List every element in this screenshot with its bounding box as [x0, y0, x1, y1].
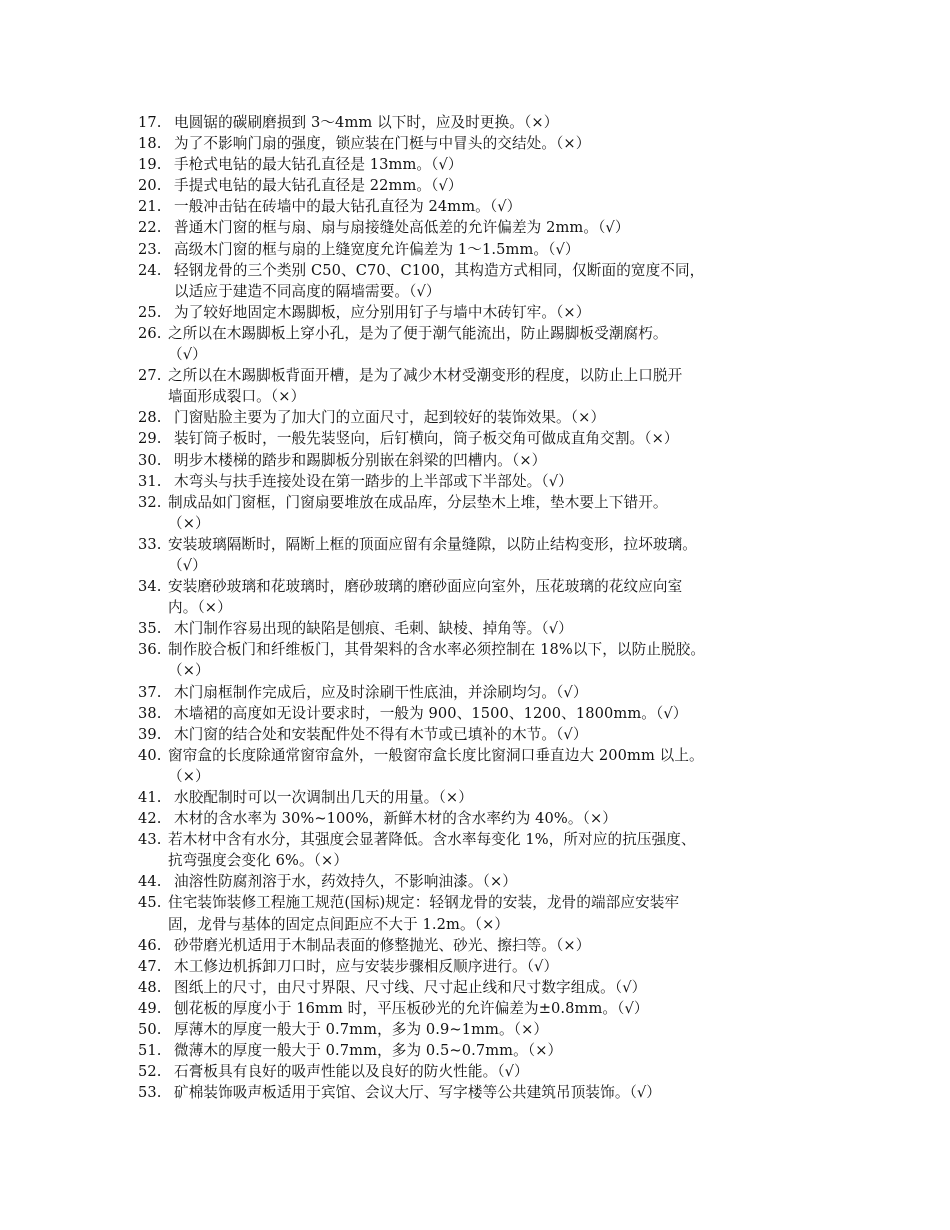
question-item — [138, 407, 818, 428]
question-item — [138, 217, 818, 238]
question-text-line: 一般冲击钻在砖墙中的最大钻孔直径为 24mm。（√） — [174, 198, 522, 216]
question-item — [138, 808, 818, 829]
question-text — [174, 1040, 818, 1061]
question-number: 20. — [138, 177, 162, 195]
question-number: 41. — [138, 789, 162, 806]
question-text-line: 木墙裙的高度如无设计要求时，一般为 900、1500、1200、1800mm。（√） — [174, 704, 688, 722]
question-number: 43. — [138, 831, 162, 849]
question-item — [138, 112, 818, 133]
question-item — [138, 639, 818, 681]
question-number: 37. — [138, 683, 162, 701]
question-text — [168, 745, 818, 787]
question-item — [138, 323, 818, 365]
question-item — [138, 1061, 818, 1082]
question-text — [174, 407, 818, 428]
question-item — [138, 492, 818, 534]
question-text-line: 为了不影响门扇的强度，锁应装在门梃与中冒头的交结处。（×） — [174, 135, 591, 153]
question-number: 40. — [138, 746, 162, 764]
question-text — [174, 450, 818, 471]
question-item — [138, 745, 818, 787]
question-number: 35. — [138, 620, 162, 638]
question-text — [174, 977, 818, 998]
question-item — [138, 724, 818, 745]
question-text-line: 制作胶合板门和纤维板门，其骨架料的含水率必须控制在 18%以下，以防止脱胶。 — [168, 641, 706, 659]
question-number: 42. — [138, 810, 162, 828]
question-item — [138, 871, 818, 892]
question-item — [138, 935, 818, 956]
question-text-line: 之所以在木踢脚板上穿小孔，是为了便于潮气能流出，防止踢脚板受潮腐朽。 — [168, 324, 668, 342]
question-number: 18. — [138, 135, 162, 153]
question-number: 19. — [138, 156, 162, 174]
question-text — [174, 154, 818, 175]
question-text — [168, 492, 818, 534]
question-text — [174, 1061, 818, 1082]
question-text — [174, 724, 818, 745]
question-text-line: 木门窗的结合处和安装配件处不得有木节或已填补的木节。（√） — [174, 725, 588, 743]
question-item — [138, 1082, 818, 1103]
question-text-line: 砂带磨光机适用于木制品表面的修整抛光、砂光、擦扫等。（×） — [174, 936, 591, 954]
question-text — [174, 217, 818, 238]
question-text-line: 装钉筒子板时，一般先装竖向，后钉横向，筒子板交角可做成直角交割。（×） — [174, 430, 679, 448]
question-number: 21. — [138, 198, 162, 216]
question-text — [168, 639, 818, 681]
question-item — [138, 471, 818, 492]
question-text-line: 高级木门窗的框与扇的上缝宽度允许偏差为 1～1.5mm。（√） — [174, 240, 580, 258]
question-text — [174, 260, 818, 302]
question-number: 53. — [138, 1084, 162, 1102]
question-text-line: 抗弯强度会变化 6%。（×） — [168, 852, 349, 870]
question-text — [174, 1082, 818, 1103]
question-text-line: 木门制作容易出现的缺陷是刨痕、毛刺、缺棱、掉角等。（√） — [174, 620, 573, 638]
question-number: 17. — [138, 114, 162, 131]
question-text — [168, 892, 818, 934]
question-text-line: 若木材中含有水分，其强度会显著降低。含水率每变化 1%，所对应的抗压强度、 — [168, 831, 696, 849]
question-item — [138, 618, 818, 639]
question-text — [174, 112, 818, 133]
question-number: 32. — [138, 493, 162, 511]
question-item — [138, 977, 818, 998]
question-text-line: 之所以在木踢脚板背面开槽，是为了减少木材受潮变形的程度，以防止上口脱开 — [168, 367, 683, 385]
question-number: 47. — [138, 957, 162, 975]
question-number: 38. — [138, 704, 162, 722]
question-text — [174, 239, 818, 260]
question-item — [138, 154, 818, 175]
question-number: 44. — [138, 873, 162, 891]
question-number: 24. — [138, 261, 162, 279]
question-item — [138, 703, 818, 724]
question-item — [138, 428, 818, 449]
question-number: 22. — [138, 219, 162, 237]
question-text-line: 墙面形成裂口。（×） — [168, 388, 306, 406]
question-number: 26. — [138, 324, 162, 342]
question-text-line: 安装磨砂玻璃和花玻璃时，磨砂玻璃的磨砂面应向室外，压花玻璃的花纹应向室 — [168, 578, 683, 596]
question-text — [174, 956, 818, 977]
question-text-line: 电圆锯的碳刷磨损到 3～4mm 以下时，应及时更换。（×） — [174, 114, 559, 131]
question-text-line: 门窗贴脸主要为了加大门的立面尺寸，起到较好的装饰效果。（×） — [174, 409, 606, 427]
question-text-line: 矿棉装饰吸声板适用于宾馆、会议大厅、写字楼等公共建筑吊顶装饰。（√） — [174, 1084, 661, 1102]
true-false-question-list — [138, 112, 818, 1103]
question-text-line: 内。（×） — [168, 599, 232, 617]
question-item — [138, 956, 818, 977]
question-text-line: 制成品如门窗框，门窗扇要堆放在成品库，分层垫木上堆，垫木要上下错开。 — [168, 493, 668, 511]
question-number: 52. — [138, 1063, 162, 1081]
question-number: 23. — [138, 240, 162, 258]
question-text — [174, 302, 818, 323]
question-item — [138, 133, 818, 154]
question-text — [174, 618, 818, 639]
question-text — [174, 871, 818, 892]
question-text-line: 窗帘盒的长度除通常窗帘盒外，一般窗帘盒长度比窗洞口垂直边大 200mm 以上。 — [168, 746, 704, 764]
question-number: 46. — [138, 936, 162, 954]
question-text-line: 微薄木的厚度一般大于 0.7mm，多为 0.5~0.7mm。（×） — [174, 1042, 563, 1060]
question-text-line: 木弯头与扶手连接处设在第一踏步的上半部或下半部处。（√） — [174, 472, 573, 490]
question-item — [138, 829, 818, 871]
question-item — [138, 1019, 818, 1040]
question-item — [138, 450, 818, 471]
question-text — [168, 829, 818, 871]
question-text-line: （×） — [168, 662, 210, 680]
question-number: 25. — [138, 303, 162, 321]
question-number: 30. — [138, 451, 162, 469]
question-number: 33. — [138, 535, 162, 553]
question-number: 34. — [138, 578, 162, 596]
question-text-line: 水胶配制时可以一次调制出几天的用量。（×） — [174, 789, 473, 806]
question-item — [138, 892, 818, 934]
question-text — [168, 534, 818, 576]
question-text-line: 木工修边机拆卸刀口时，应与安装步骤相反顺序进行。（√） — [174, 957, 559, 975]
question-item — [138, 260, 818, 302]
question-text — [174, 1019, 818, 1040]
question-text-line: 普通木门窗的框与扇、扇与扇接缝处高低差的允许偏差为 2mm。（√） — [174, 219, 630, 237]
question-item — [138, 365, 818, 407]
question-text-line: 厚薄木的厚度一般大于 0.7mm，多为 0.9~1mm。（×） — [174, 1021, 549, 1039]
question-item — [138, 175, 818, 196]
question-text — [174, 428, 818, 449]
question-text-line: 木门扇框制作完成后，应及时涂刷干性底油，并涂刷均匀。（√） — [174, 683, 588, 701]
question-text-line: 住宅装饰装修工程施工规范(国标)规定：轻钢龙骨的安装，龙骨的端部应安装牢 — [168, 894, 680, 912]
question-item — [138, 239, 818, 260]
question-number: 50. — [138, 1021, 162, 1039]
question-number: 51. — [138, 1042, 162, 1060]
question-item — [138, 534, 818, 576]
question-item — [138, 1040, 818, 1061]
question-text — [174, 133, 818, 154]
question-text-line: （×） — [168, 514, 210, 532]
question-text — [174, 935, 818, 956]
question-text — [168, 365, 818, 407]
question-text-line: 轻钢龙骨的三个类别 C50、C70、C100，其构造方式相同，仅断面的宽度不同， — [174, 261, 705, 279]
question-text-line: 图纸上的尺寸，由尺寸界限、尺寸线、尺寸起止线和尺寸数字组成。（√） — [174, 978, 647, 996]
question-text-line: 手枪式电钻的最大钻孔直径是 13mm。（√） — [174, 156, 463, 174]
question-text-line: 以适应于建造不同高度的隔墙需要。（√） — [174, 282, 441, 300]
question-text-line: 明步木楼梯的踏步和踢脚板分别嵌在斜梁的凹槽内。（×） — [174, 451, 547, 469]
question-item — [138, 302, 818, 323]
question-text — [174, 682, 818, 703]
question-text-line: 手提式电钻的最大钻孔直径是 22mm。（√） — [174, 177, 463, 195]
question-text — [168, 576, 818, 618]
question-text-line: 木材的含水率为 30%~100%，新鲜木材的含水率约为 40%。（×） — [174, 810, 617, 828]
question-item — [138, 682, 818, 703]
question-item — [138, 196, 818, 217]
question-number: 36. — [138, 641, 162, 659]
question-text-line: 石膏板具有良好的吸声性能以及良好的防火性能。（√） — [174, 1063, 529, 1081]
question-number: 29. — [138, 430, 162, 448]
question-item — [138, 787, 818, 808]
question-number: 48. — [138, 978, 162, 996]
question-text-line: （√） — [168, 346, 207, 364]
question-text-line: （√） — [168, 556, 207, 574]
question-text — [174, 808, 818, 829]
question-text-line: 刨花板的厚度小于 16mm 时，平压板砂光的允许偏差为±0.8mm。（√） — [174, 999, 649, 1017]
question-number: 49. — [138, 999, 162, 1017]
question-text — [174, 998, 818, 1019]
question-text — [168, 323, 818, 365]
question-text — [174, 471, 818, 492]
question-number: 28. — [138, 409, 162, 427]
question-number: 39. — [138, 725, 162, 743]
question-number: 31. — [138, 472, 162, 490]
question-number: 45. — [138, 894, 162, 912]
question-item — [138, 998, 818, 1019]
question-text — [174, 175, 818, 196]
question-text-line: （×） — [168, 767, 210, 785]
question-text-line: 固，龙骨与基体的固定点间距应不大于 1.2m。（×） — [168, 915, 510, 933]
question-text-line: 为了较好地固定木踢脚板，应分别用钉子与墙中木砖钉牢。（×） — [174, 303, 591, 321]
question-text — [174, 196, 818, 217]
question-item — [138, 576, 818, 618]
question-text — [174, 703, 818, 724]
question-text — [174, 787, 818, 808]
question-text-line: 安装玻璃隔断时，隔断上框的顶面应留有余量缝隙，以防止结构变形，拉坏玻璃。 — [168, 535, 697, 553]
question-text-line: 油溶性防腐剂溶于水，药效持久，不影响油漆。（×） — [174, 873, 517, 891]
question-number: 27. — [138, 367, 162, 385]
